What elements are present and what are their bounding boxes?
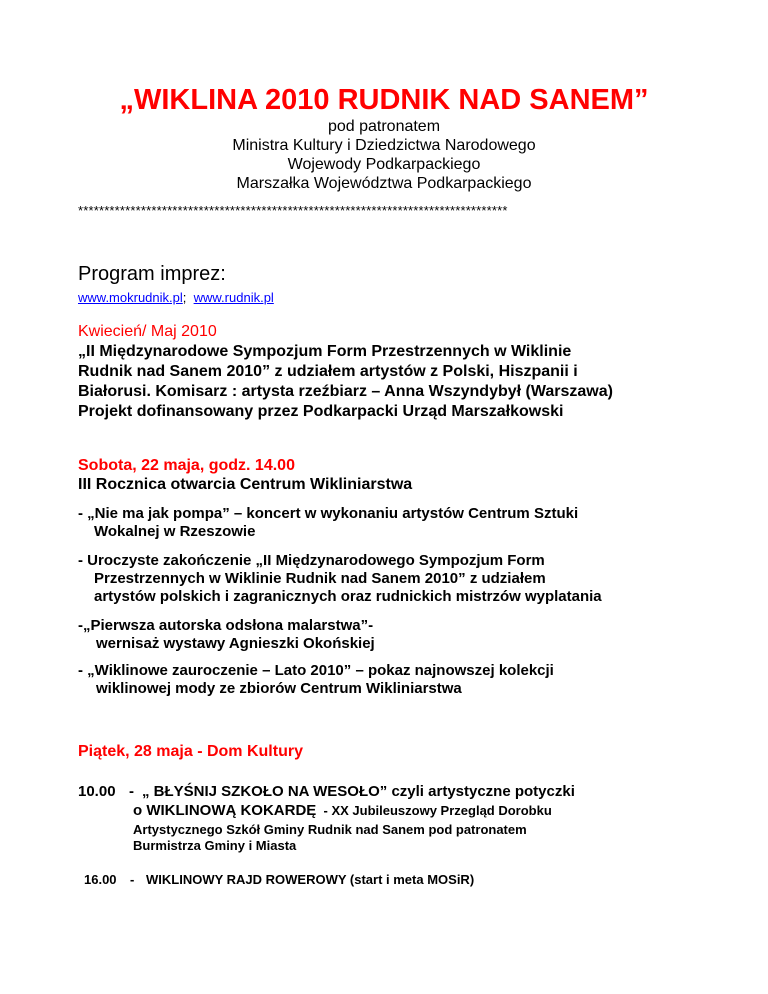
item-line: -„Pierwsza autorska odsłona malarstwa”- xyxy=(78,617,374,634)
saturday-item-closing xyxy=(78,552,602,606)
friday-event1-time: 10.00 xyxy=(78,783,116,800)
item-line: wiklinowej mody ze zbiorów Centrum Wikliniarstwa xyxy=(96,680,462,697)
friday-event1-line2 xyxy=(133,802,552,820)
patronage-block xyxy=(0,117,768,193)
saturday-item-fashion xyxy=(78,662,554,698)
item-line: - Uroczyste zakończenie „II Międzynarodowego Sympozjum Form xyxy=(78,552,545,569)
symposium-description xyxy=(78,342,613,422)
separator-stars: ********************************************************************************** xyxy=(78,203,508,218)
patronage-line: Marszałka Województwa Podkarpackiego xyxy=(236,175,532,192)
saturday-item-vernissage xyxy=(78,617,375,653)
item-line: artystów polskich i zagranicznych oraz rudnickich mistrzów wyplatania xyxy=(94,588,602,605)
symposium-line: Białorusi. Komisarz : artysta rzeźbiarz – Anna Wszyndybył (Warszawa) xyxy=(78,383,613,400)
item-line: wernisaż wystawy Agnieszki Okońskiej xyxy=(96,635,375,652)
friday-event1-line3: Artystycznego Szkół Gminy Rudnik nad Sanem pod patronatem xyxy=(133,822,527,837)
event-title: „WIKLINA 2010 RUDNIK NAD SANEM” xyxy=(119,84,649,116)
link-mokrudnik[interactable]: www.mokrudnik.pl xyxy=(78,290,183,305)
item-line: - „Nie ma jak pompa” – koncert w wykonaniu artystów Centrum Sztuki xyxy=(78,505,579,522)
item-line: Przestrzennych w Wiklinie Rudnik nad Sanem 2010” z udziałem xyxy=(94,570,546,587)
wiklinowa-kokarda: o WIKLINOWĄ KOKARDĘ xyxy=(133,802,317,819)
symposium-line: Projekt dofinansowany przez Podkarpacki Urząd Marszałkowski xyxy=(78,403,564,420)
friday-event2-dash: - xyxy=(130,872,135,887)
patronage-line: Ministra Kultury i Dziedzictwa Narodowego xyxy=(232,137,536,154)
symposium-line: Rudnik nad Sanem 2010” z udziałem artystów z Polski, Hiszpanii i xyxy=(78,363,578,380)
program-heading: Program imprez: xyxy=(78,263,226,285)
item-line: - „Wiklinowe zauroczenie – Lato 2010” – pokaz najnowszej kolekcji xyxy=(78,662,554,679)
friday-event2-time: 16.00 xyxy=(84,872,117,887)
item-line: Wokalnej w Rzeszowie xyxy=(94,523,256,540)
patronage-line: pod patronatem xyxy=(327,118,441,135)
symposium-line: „II Międzynarodowe Sympozjum Form Przestrzennych w Wiklinie xyxy=(78,343,572,360)
saturday-date: Sobota, 22 maja, godz. 14.00 xyxy=(78,457,295,474)
link-rudnik[interactable]: www.rudnik.pl xyxy=(193,290,274,305)
jubilee-review: - XX Jubileuszowy Przegląd Dorobku xyxy=(316,803,552,818)
friday-date: Piątek, 28 maja - Dom Kultury xyxy=(78,743,303,760)
patronage-line: Wojewody Podkarpackiego xyxy=(287,156,481,173)
friday-event1-line4: Burmistrza Gminy i Miasta xyxy=(133,838,297,853)
friday-event2-text: WIKLINOWY RAJD ROWEROWY (start i meta MOSiR) xyxy=(146,872,475,887)
april-date: Kwiecień/ Maj 2010 xyxy=(78,323,217,340)
saturday-item-concert xyxy=(78,505,578,541)
friday-event1-line1: „ BŁYŚNIJ SZKOŁO NA WESOŁO” czyli artystyczne potyczki xyxy=(142,783,575,800)
saturday-subtitle: III Rocznica otwarcia Centrum Wikliniarstwa xyxy=(78,476,413,493)
links-line xyxy=(78,290,274,305)
links-separator: ; xyxy=(182,290,194,305)
friday-event1-dash: - xyxy=(129,783,134,800)
